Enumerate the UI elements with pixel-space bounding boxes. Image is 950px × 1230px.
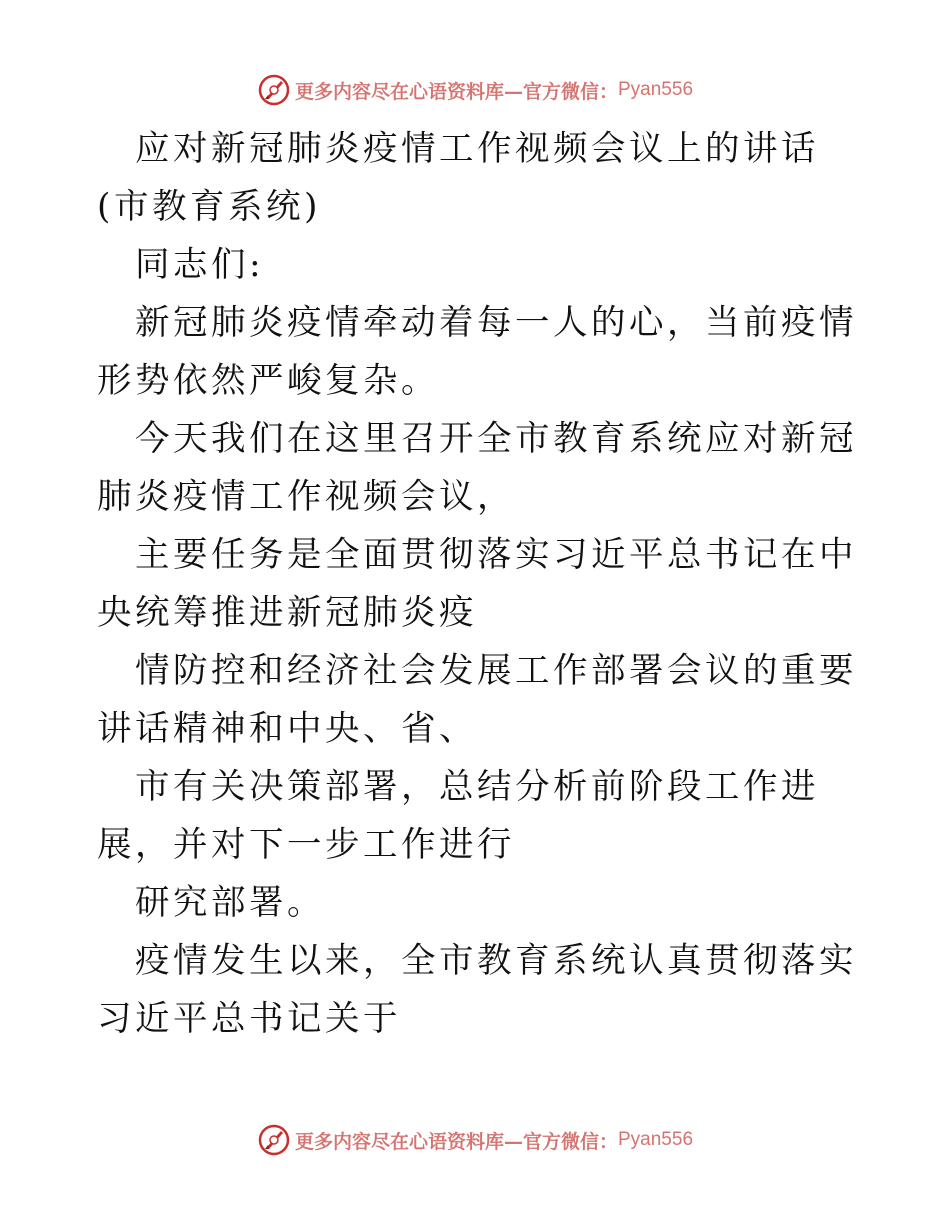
- paragraph: 今天我们在这里召开全市教育系统应对新冠肺炎疫情工作视频会议，: [97, 419, 857, 517]
- paragraph: 市有关决策部署，总结分析前阶段工作进展，并对下一步工作进行: [97, 767, 819, 865]
- paragraph: 疫情发生以来，全市教育系统认真贯彻落实习近平总书记关于: [97, 941, 857, 1039]
- paragraph: 主要任务是全面贯彻落实习近平总书记在中央统筹推进新冠肺炎疫: [97, 535, 857, 633]
- watermark-text: 更多内容尽在心语资料库—官方微信：: [294, 1130, 618, 1153]
- salutation: 同志们:: [135, 245, 265, 285]
- quill-logo-icon: [257, 73, 291, 107]
- document-body: [97, 120, 857, 1048]
- paragraph: 情防控和经济社会发展工作部署会议的重要讲话精神和中央、省、: [97, 651, 857, 749]
- watermark-text: 更多内容尽在心语资料库—官方微信：: [294, 80, 618, 103]
- watermark-account: Pyan556: [618, 1129, 694, 1150]
- footer-watermark: [0, 1120, 950, 1160]
- paragraph: 新冠肺炎疫情牵动着每一人的心，当前疫情形势依然严峻复杂。: [97, 303, 857, 401]
- watermark-account: Pyan556: [618, 79, 694, 100]
- quill-logo-icon: [257, 1123, 291, 1157]
- document-title: 应对新冠肺炎疫情工作视频会议上的讲话(市教育系统): [97, 129, 819, 227]
- paragraph: 研究部署。: [135, 883, 325, 923]
- header-watermark: [0, 70, 950, 110]
